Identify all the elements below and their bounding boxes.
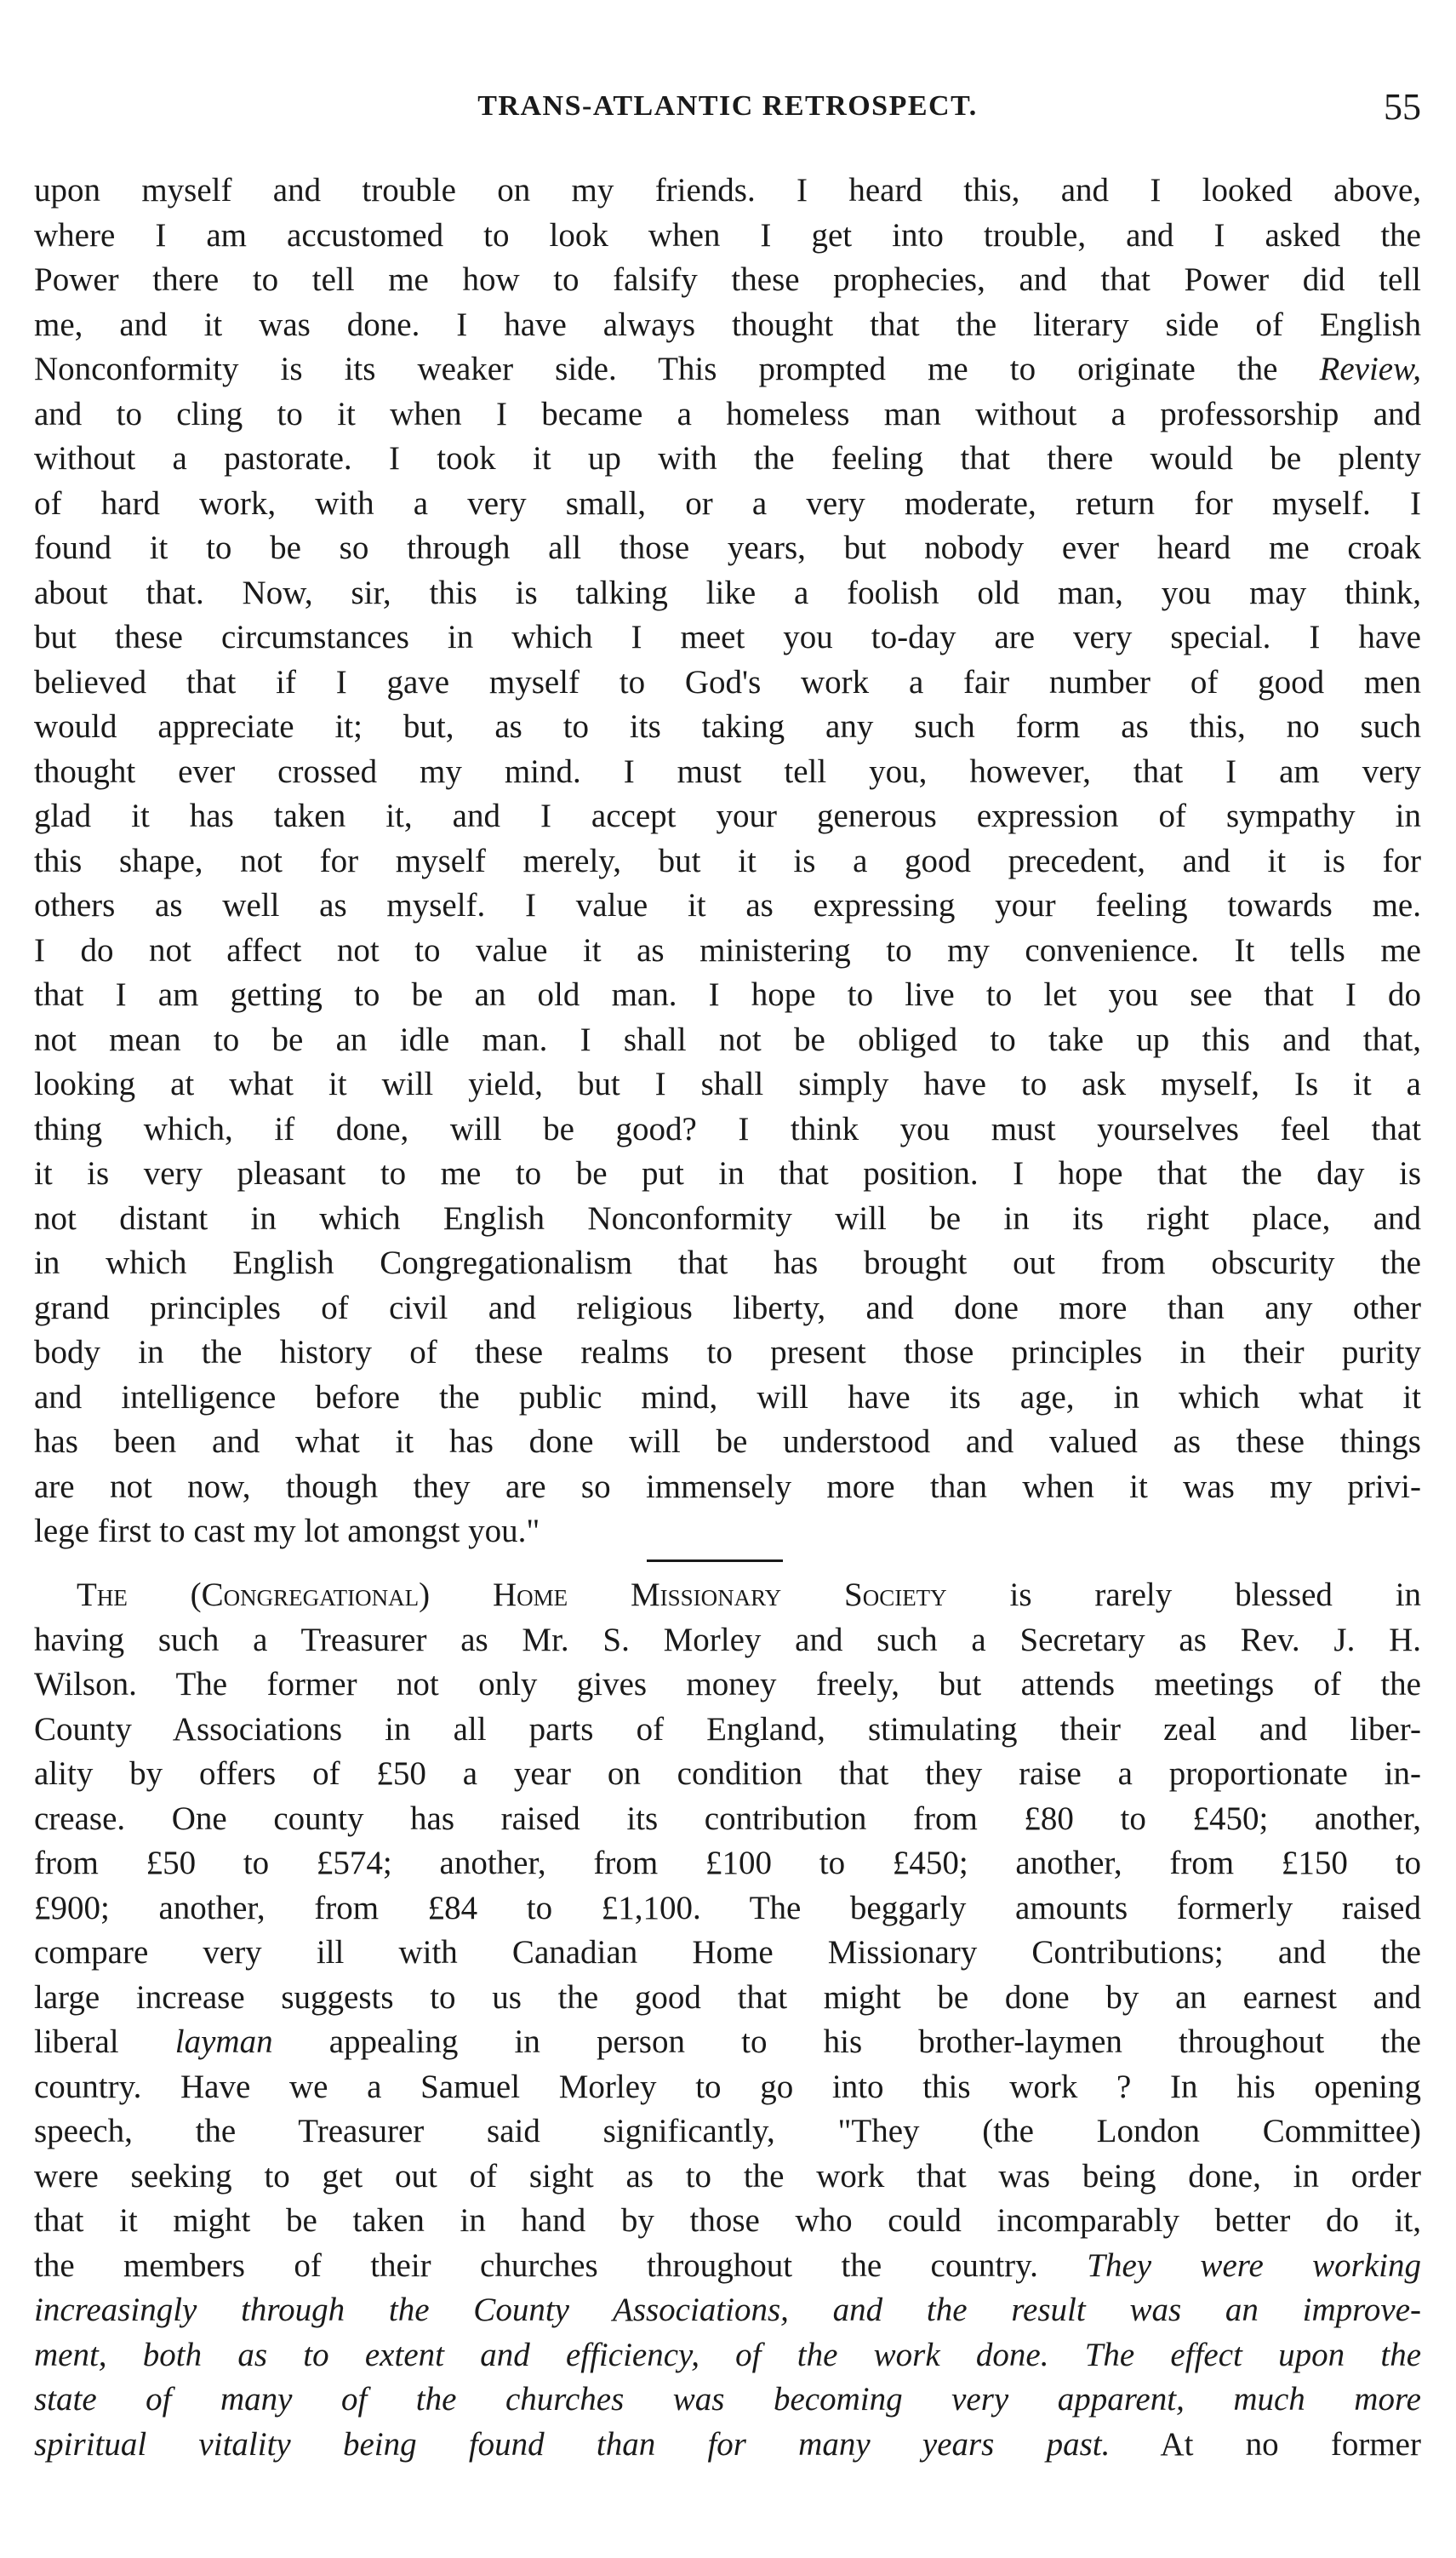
text-line: ality by offers of £50 a year on condition that they raise a proportionate in- [34, 1755, 1421, 1792]
text-line: glad it has taken it, and I accept your generous expression of sympathy in [34, 798, 1421, 834]
text-line: others as well as myself. I value it as expressing your feeling towards me. [34, 887, 1421, 924]
page-number: 55 [1384, 86, 1421, 128]
text-line: has been and what it has done will be understood and valued as these things [34, 1423, 1421, 1460]
text-run: liberal [34, 2023, 175, 2060]
text-line: that it might be taken in hand by those who could incomparably better do it, [34, 2202, 1421, 2239]
lead-missionary: Missionary [630, 1577, 782, 1613]
running-title: TRANS-ATLANTIC RETROSPECT. [477, 90, 978, 122]
text-line: would appreciate it; but, as to its taking any such form as this, no such [34, 708, 1421, 745]
text-line: found it to be so through all those years, but nobody ever heard me croak [34, 529, 1421, 566]
text-line: country. Have we a Samuel Morley to go into this work ? In his opening [34, 2068, 1421, 2105]
text-run: Nonconformity is its weaker side. This prompted me to originate the [34, 351, 1320, 387]
running-head [34, 85, 1421, 136]
text-line [34, 2423, 1421, 2468]
text-line: compare very ill with Canadian Home Missionary Contributions; and the [34, 1934, 1421, 1971]
text-line: that I am getting to be an old man. I hope to live to let you see that I do [34, 976, 1421, 1013]
text-line: from £50 to £574; another, from £100 to £450; another, from £150 to [34, 1845, 1421, 1881]
text-line [34, 2244, 1421, 2289]
quoted-speech-paragraph [34, 169, 1421, 1554]
text-line: ment, both as to extent and efficiency, of the work done. The effect upon the [34, 2336, 1421, 2373]
text-line: not mean to be an idle man. I shall not be obliged to take up this and that, [34, 1021, 1421, 1058]
italic-layman: layman [174, 2023, 273, 2060]
text-line: are not now, though they are so immensely more than when it was my privi- [34, 1468, 1421, 1505]
lead-society: Society [844, 1577, 947, 1613]
text-run: At no former [1110, 2425, 1421, 2463]
text-line [34, 2020, 1421, 2065]
text-line: looking at what it will yield, but I shall simply have to ask myself, Is it a [34, 1066, 1421, 1102]
text-line: in which English Congregationalism that has brought out from obscurity the [34, 1245, 1421, 1281]
text-line [34, 1573, 1421, 1618]
text-line: and intelligence before the public mind, will have its age, in which what it [34, 1378, 1421, 1416]
text-line: lege first to cast my lot amongst you." [34, 1513, 540, 1549]
text-line: state of many of the churches was becoming very apparent, much more [34, 2381, 1421, 2418]
text-line: about that. Now, sir, this is talking like a foolish old man, you may think, [34, 574, 1421, 611]
text-line: increasingly through the County Associations, and the result was an improve- [34, 2292, 1421, 2328]
text-line: body in the history of these realms to present those principles in their purity [34, 1334, 1421, 1371]
text-line: me, and it was done. I have always thought that the literary side of English [34, 306, 1421, 343]
section-divider-rule [647, 1559, 783, 1562]
text-line: it is very pleasant to me to be put in that position. I hope that the day is [34, 1155, 1421, 1192]
text-line [34, 347, 1421, 392]
text-line: having such a Treasurer as Mr. S. Morley and such a Secretary as Rev. J. H. [34, 1621, 1421, 1658]
text-line: I do not affect not to value it as ministering to my convenience. It tells me [34, 931, 1421, 969]
text-line: grand principles of civil and religious liberty, and done more than any other [34, 1289, 1421, 1326]
italic-title-review: Review, [1319, 351, 1421, 387]
text-line: believed that if I gave myself to God's work a fair number of good men [34, 663, 1421, 701]
text-line: where I am accustomed to look when I get into trouble, and I asked the [34, 216, 1421, 254]
text-run: is rarely blessed in [946, 1577, 1422, 1613]
lead-congregational: (Congregational) [190, 1577, 431, 1613]
text-line: this shape, not for myself merely, but it is a good precedent, and it is for [34, 842, 1421, 879]
home-missionary-paragraph [34, 1573, 1421, 2467]
text-line: crease. One county has raised its contribution from £80 to £450; another, [34, 1800, 1421, 1837]
text-line: upon myself and trouble on my friends. I heard this, and I looked above, [34, 172, 1421, 209]
text-line: County Associations in all parts of England, stimulating their zeal and liber- [34, 1710, 1421, 1748]
text-line: not distant in which English Nonconformity will be in its right place, and [34, 1199, 1421, 1237]
text-line: speech, the Treasurer said significantly, "They (the London Committee) [34, 2113, 1421, 2149]
italic-run: They were working [1087, 2246, 1421, 2284]
text-line: large increase suggests to us the good that might be done by an earnest and [34, 1978, 1421, 2016]
lead-home: Home [492, 1577, 568, 1613]
text-line: Power there to tell me how to falsify these prophecies, and that Power did tell [34, 261, 1421, 298]
text-line: but these circumstances in which I meet you to-day are very special. I have [34, 619, 1421, 655]
text-line: Wilson. The former not only gives money freely, but attends meetings of the [34, 1666, 1421, 1702]
text-line: thought ever crossed my mind. I must tell you, however, that I am very [34, 753, 1421, 790]
text-line: £900; another, from £84 to £1,100. The beggarly amounts formerly raised [34, 1889, 1421, 1926]
text-run: appealing in person to his brother-laymen throughout the [272, 2023, 1421, 2060]
italic-run: spiritual vitality being found than for many years past. [34, 2425, 1111, 2463]
text-line: of hard work, with a very small, or a very moderate, return for myself. I [34, 484, 1421, 522]
text-run: the members of their churches throughout the country. [34, 2246, 1088, 2284]
text-line: were seeking to get out of sight as to the work that was being done, in order [34, 2157, 1421, 2195]
lead-the: The [77, 1577, 128, 1613]
text-line: without a pastorate. I took it up with the feeling that there would be plenty [34, 440, 1421, 477]
text-line: and to cling to it when I became a homeless man without a professorship and [34, 395, 1421, 432]
text-line: thing which, if done, will be good? I think you must yourselves feel that [34, 1110, 1421, 1147]
